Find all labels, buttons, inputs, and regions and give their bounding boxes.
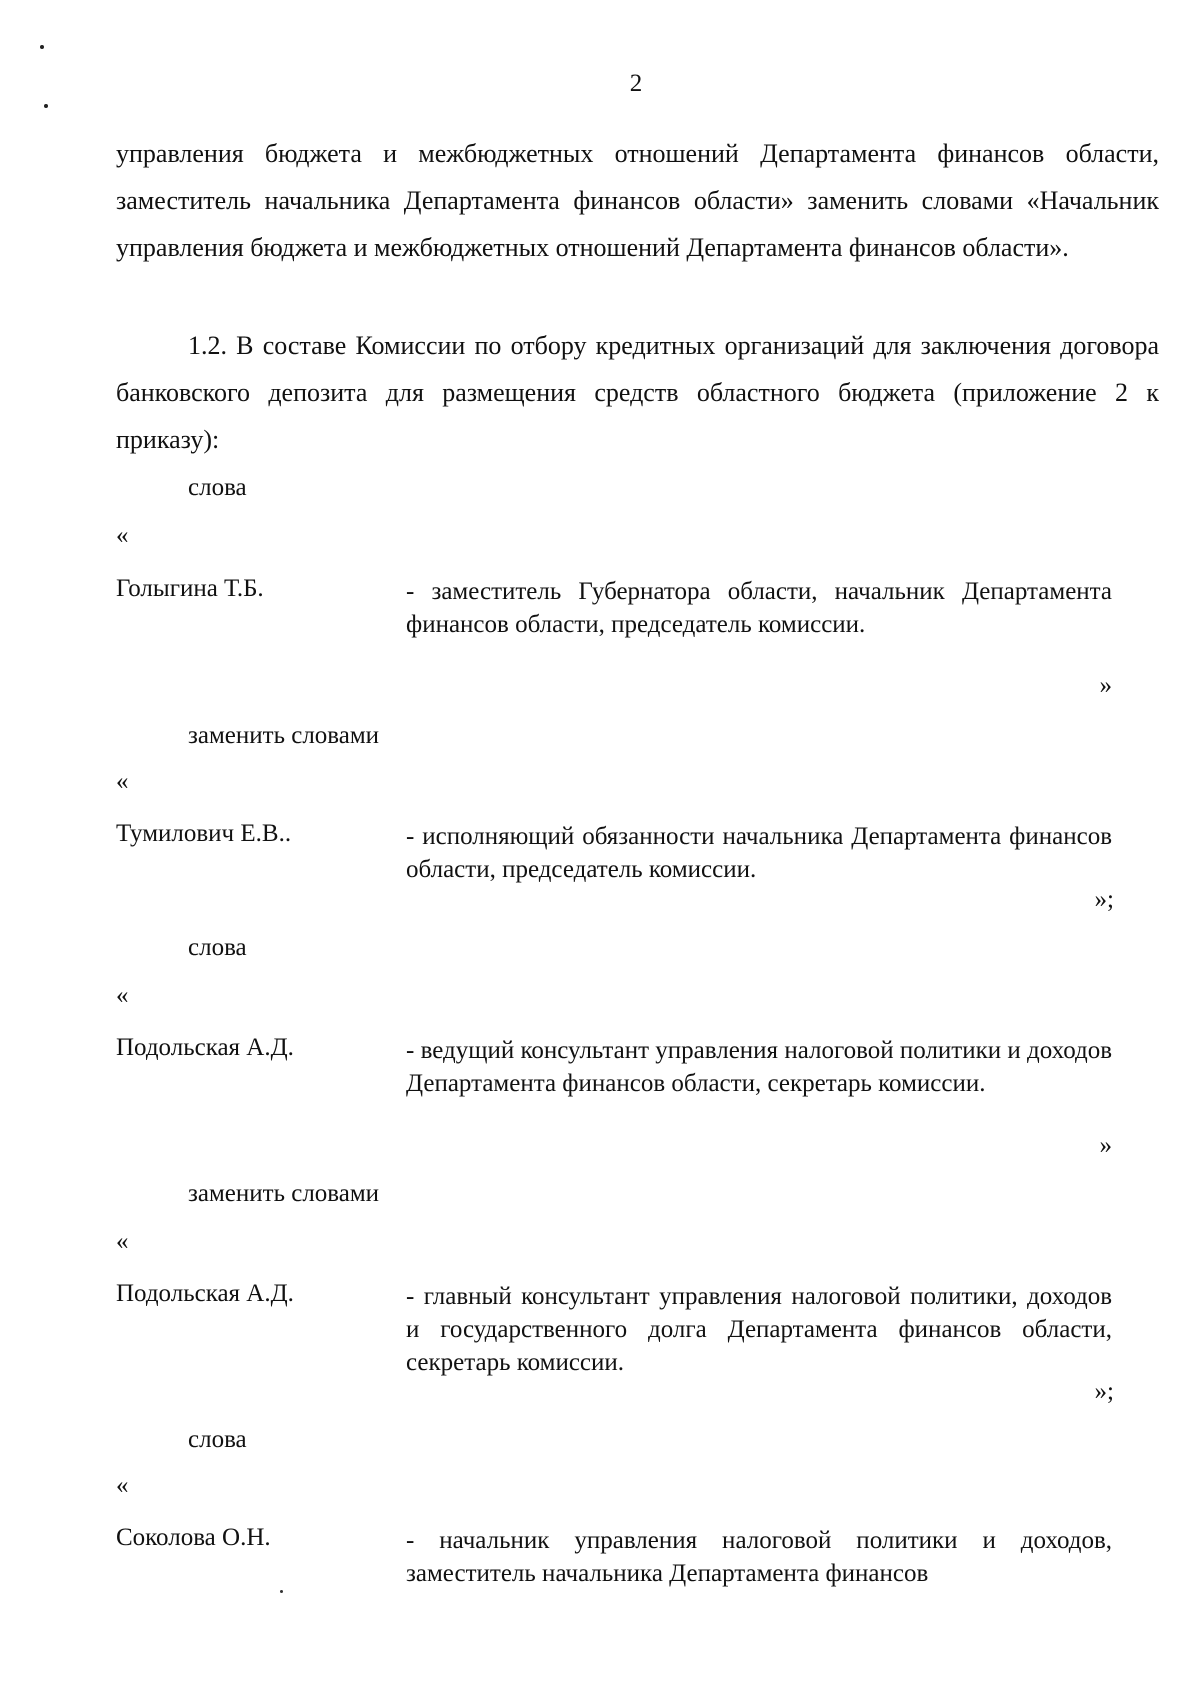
quote-close: » (1099, 1132, 1112, 1159)
lead-word: заменить словами (188, 1180, 380, 1207)
paragraph-continuation: управления бюджета и межбюджетных отношений Департамента финансов области, заместитель начальника Департамента финансов области» заменить словами «Начальник управления бюджета и межбюджетных отношений Департамента финансов области». (116, 139, 1159, 262)
member-name: Соколова О.Н. (116, 1524, 271, 1551)
member-name: Подольская А.Д. (116, 1034, 294, 1061)
lead-word: слова (188, 1426, 247, 1453)
paragraph-1-2: 1.2. В составе Комиссии по отбору кредитных организаций для заключения договора банковского депозита для размещения средств областного бюджета (приложение 2 к приказу): (116, 331, 1159, 454)
quote-open: « (116, 1472, 129, 1499)
quote-open: « (116, 768, 129, 795)
member-description: - заместитель Губернатора области, начальник Департамента финансов области, председатель комиссии. (406, 578, 1112, 638)
scan-speck (40, 45, 44, 49)
quote-open: « (116, 982, 129, 1009)
member-description: - исполняющий обязанности начальника Департамента финансов области, председатель комиссии. (406, 823, 1112, 883)
quote-close: »; (1094, 1378, 1114, 1405)
member-description: - начальник управления налоговой политики и доходов, заместитель начальника Департамента финансов (406, 1527, 1112, 1587)
quote-open: « (116, 1228, 129, 1255)
member-name: Голыгина Т.Б. (116, 575, 264, 602)
lead-word: слова (188, 474, 247, 501)
member-description: - главный консультант управления налоговой политики, доходов и государственного долга Департамента финансов области, секретарь комиссии. (406, 1283, 1112, 1376)
quote-close: »; (1094, 886, 1114, 913)
scan-speck (44, 104, 48, 108)
lead-word: заменить словами (188, 722, 380, 749)
quote-open: « (116, 522, 129, 549)
member-description: - ведущий консультант управления налоговой политики и доходов Департамента финансов области, секретарь комиссии. (406, 1037, 1112, 1097)
quote-close: » (1099, 672, 1112, 699)
lead-word: слова (188, 934, 247, 961)
scan-speck (280, 1590, 283, 1593)
page-number: 2 (629, 70, 643, 97)
member-name: Подольская А.Д. (116, 1280, 294, 1307)
member-name: Тумилович Е.В.. (116, 820, 292, 847)
